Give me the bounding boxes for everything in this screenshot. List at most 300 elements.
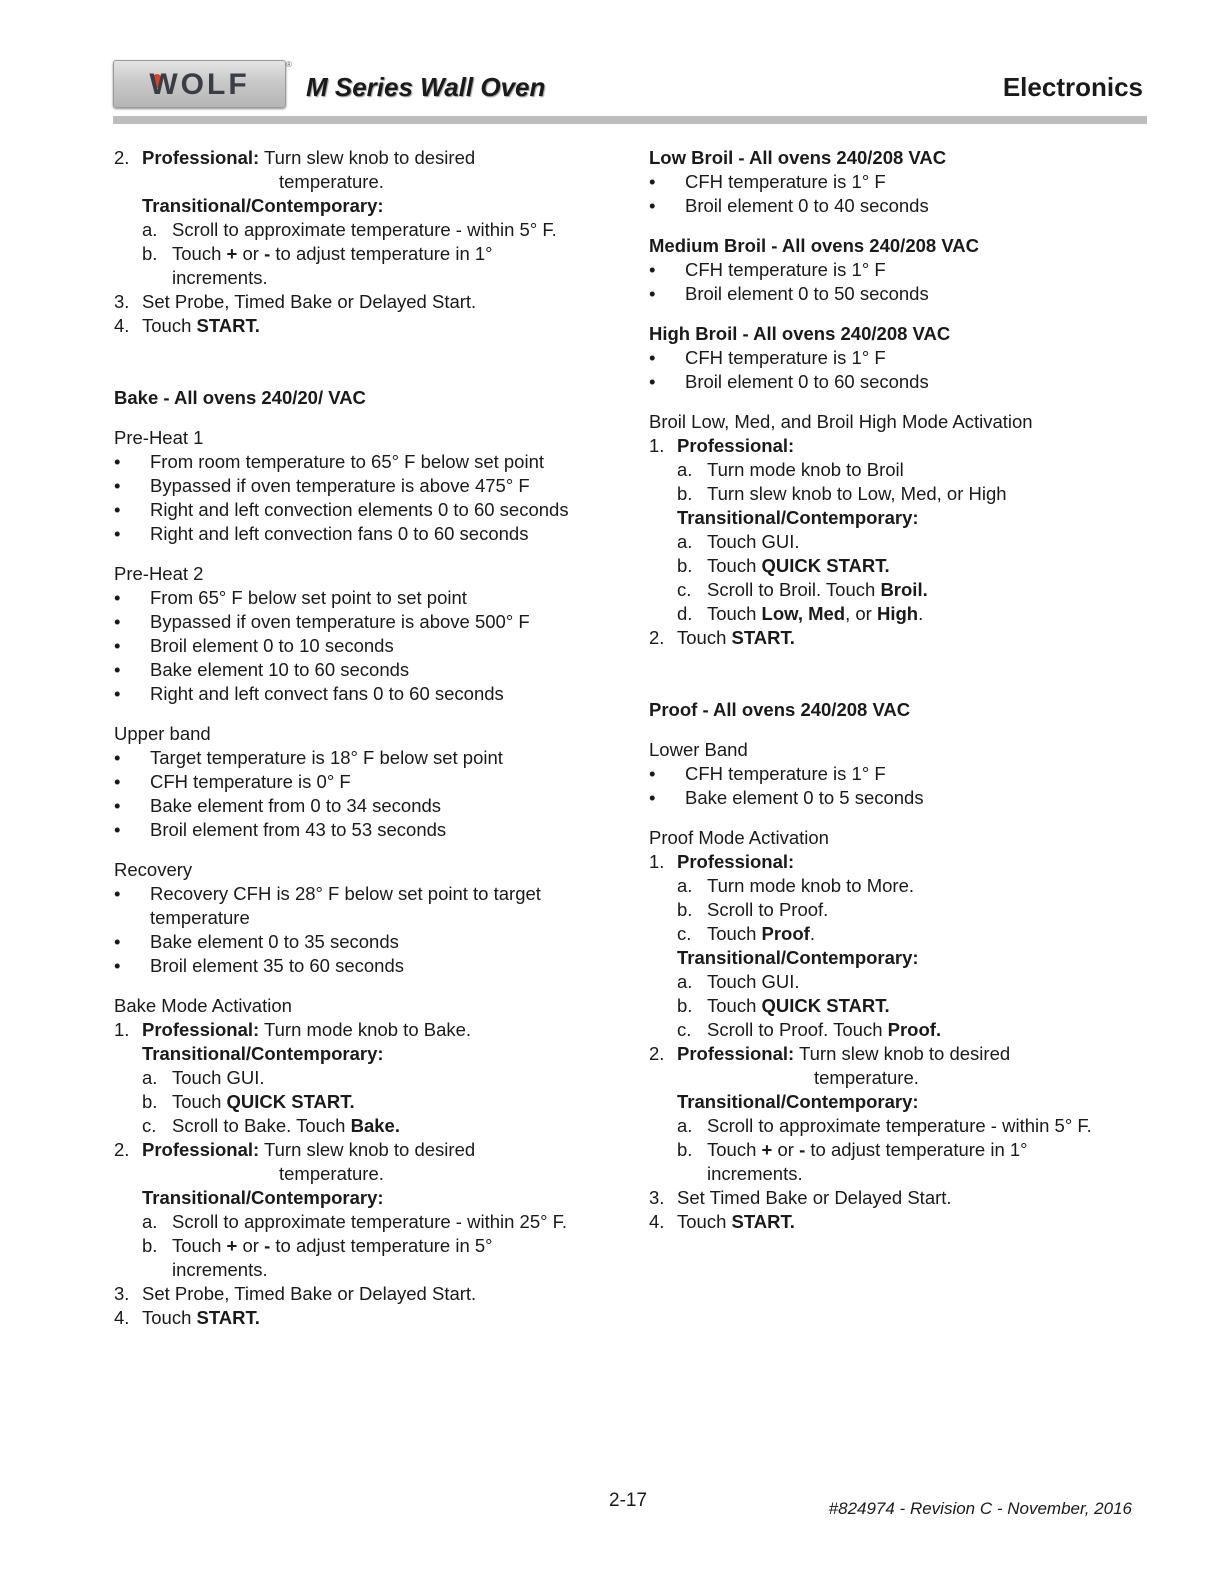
line-text (114, 1283, 476, 1304)
line-text (649, 971, 800, 992)
text-run: Target temperature is 18° F below set point (150, 747, 503, 768)
text-run: Touch GUI. (707, 971, 800, 992)
line-text (649, 787, 924, 808)
line-text (114, 147, 475, 168)
text-line (649, 506, 1169, 530)
line-text (114, 955, 404, 976)
bullet-icon: • (649, 347, 656, 368)
content-section (649, 698, 1169, 1234)
text-run: Touch (172, 1235, 227, 1256)
numbered-step (649, 434, 1169, 458)
text-run: Pre-Heat 2 (114, 563, 204, 584)
text-run: CFH temperature is 1° F (685, 259, 886, 280)
text-run: or (237, 243, 265, 264)
line-text (114, 995, 292, 1016)
list-marker: c. (677, 579, 692, 600)
bold-text: QUICK START. (226, 1091, 355, 1112)
bold-text: + (226, 243, 238, 264)
bold-text: - (264, 243, 271, 264)
registered-mark-icon: ® (286, 60, 292, 69)
text-block (649, 738, 1169, 810)
line-text (114, 931, 399, 952)
text-line (649, 946, 1169, 970)
list-marker: a. (677, 971, 693, 992)
line-text (114, 219, 557, 240)
line-text (114, 1067, 265, 1088)
bullet-item (649, 282, 1169, 306)
text-block (114, 386, 634, 410)
text-block (114, 146, 634, 338)
text-run: Pre-Heat 1 (114, 427, 204, 448)
sub-step (649, 458, 1169, 482)
line-text (649, 1019, 941, 1040)
list-marker: b. (677, 483, 693, 504)
line-text (649, 507, 919, 528)
bold-text: START. (731, 627, 795, 648)
text-block (114, 994, 634, 1330)
line-text (114, 883, 541, 904)
text-line (114, 1162, 634, 1186)
text-run: CFH temperature is 1° F (685, 171, 886, 192)
line-text (114, 267, 268, 288)
text-run: Touch GUI. (172, 1067, 265, 1088)
line-text (114, 683, 504, 704)
line-text (114, 563, 203, 584)
text-run: Touch (142, 1307, 197, 1328)
bullet-icon: • (114, 931, 121, 952)
sub-step (649, 1138, 1169, 1162)
bullet-icon: • (114, 795, 121, 816)
text-run: Low Broil - All ovens 240/208 VAC (649, 147, 947, 168)
text-run: Broil Low, Med, and Broil High Mode Activation (649, 411, 1033, 432)
line-text (114, 499, 569, 520)
text-line (114, 906, 634, 930)
line-text (649, 531, 800, 552)
content-section (649, 146, 1169, 650)
line-text (649, 371, 929, 392)
bullet-icon: • (114, 955, 121, 976)
text-run: Scroll to approximate temperature - within 5° F. (707, 1115, 1092, 1136)
line-text (649, 435, 794, 456)
text-run: Turn slew knob to Low, Med, or High (707, 483, 1007, 504)
numbered-step (114, 1282, 634, 1306)
bold-text: Transitional/Contemporary: (677, 507, 919, 528)
bullet-icon: • (114, 819, 121, 840)
list-marker: c. (677, 1019, 692, 1040)
text-run: increments. (172, 1259, 268, 1280)
text-line (114, 170, 634, 194)
text-run: Scroll to Broil. Touch (707, 579, 881, 600)
text-run: Bake Mode Activation (114, 995, 292, 1016)
text-run: Right and left convection elements 0 to 60 seconds (150, 499, 569, 520)
list-marker: 1. (649, 435, 665, 456)
bold-text: Low, Med (761, 603, 846, 624)
text-run: to adjust temperature in 5° (270, 1235, 493, 1256)
text-run: Turn slew knob to desired (259, 1139, 476, 1160)
bold-text: - (264, 1235, 271, 1256)
text-run: Touch GUI. (707, 531, 800, 552)
text-run: temperature (150, 907, 250, 928)
text-run: Touch (677, 627, 732, 648)
content-section (114, 386, 634, 1330)
line-text (114, 859, 192, 880)
numbered-step (114, 1306, 634, 1330)
bold-text: Professional: (677, 851, 795, 872)
sub-step (649, 922, 1169, 946)
line-text (114, 291, 476, 312)
sub-step (649, 1018, 1169, 1042)
text-line (114, 562, 634, 586)
text-line (649, 410, 1169, 434)
bullet-item (649, 194, 1169, 218)
document-title: M Series Wall Oven (306, 72, 546, 102)
line-text (114, 1235, 493, 1256)
list-marker: 3. (114, 1283, 130, 1304)
list-marker: d. (677, 603, 693, 624)
bullet-item (114, 586, 634, 610)
text-run: Right and left convection fans 0 to 60 seconds (150, 523, 529, 544)
bold-text: Bake. (350, 1115, 400, 1136)
text-block (114, 562, 634, 706)
text-line (114, 266, 634, 290)
text-run: Scroll to approximate temperature - within 25° F. (172, 1211, 568, 1232)
numbered-step (114, 290, 634, 314)
line-text (649, 235, 979, 256)
list-marker: 1. (114, 1019, 130, 1040)
bullet-item (114, 794, 634, 818)
section-heading (114, 386, 634, 410)
text-run: Proof Mode Activation (649, 827, 829, 848)
text-run: Touch (172, 1091, 227, 1112)
line-text (114, 659, 409, 680)
text-run: to adjust temperature in 1° (270, 243, 493, 264)
line-text (114, 1139, 475, 1160)
bold-text: Transitional/Contemporary: (677, 947, 919, 968)
right-column (649, 146, 1169, 1234)
bullet-icon: • (114, 523, 121, 544)
sub-step (114, 1234, 634, 1258)
bullet-icon: • (114, 451, 121, 472)
bullet-icon: • (114, 883, 121, 904)
bullet-item (114, 474, 634, 498)
line-text (649, 1187, 952, 1208)
text-block (114, 722, 634, 842)
text-block (649, 826, 1169, 1234)
numbered-step (649, 1210, 1169, 1234)
list-marker: 4. (649, 1211, 665, 1232)
bold-text: Professional: (142, 1019, 260, 1040)
list-marker: 1. (649, 851, 665, 872)
sub-step (114, 242, 634, 266)
bold-text: Transitional/Contemporary: (677, 1091, 919, 1112)
bold-text: Broil. (880, 579, 928, 600)
line-text (114, 387, 366, 408)
text-run: or (772, 1139, 800, 1160)
text-run: Bypassed if oven temperature is above 500° F (150, 611, 530, 632)
numbered-step (649, 626, 1169, 650)
text-run: CFH temperature is 1° F (685, 763, 886, 784)
numbered-step (114, 1018, 634, 1042)
bullet-icon: • (114, 499, 121, 520)
sub-step (114, 1210, 634, 1234)
bold-text: START. (731, 1211, 795, 1232)
chapter-title: Electronics (1002, 72, 1143, 102)
bold-text: Professional: (142, 147, 260, 168)
text-run: Broil element 35 to 60 seconds (150, 955, 405, 976)
sub-step (649, 554, 1169, 578)
line-text (114, 1163, 384, 1184)
line-text (649, 763, 886, 784)
line-text (649, 323, 950, 344)
bullet-item (649, 370, 1169, 394)
left-column (114, 146, 634, 1330)
bullet-item (114, 450, 634, 474)
line-text (649, 1115, 1092, 1136)
text-block (114, 426, 634, 546)
text-run: . (918, 603, 924, 624)
text-line (114, 858, 634, 882)
bullet-item (114, 746, 634, 770)
text-run: CFH temperature is 0° F (150, 771, 351, 792)
line-text (114, 451, 544, 472)
bullet-icon: • (649, 283, 656, 304)
bullet-icon: • (649, 763, 656, 784)
text-run: Turn slew knob to desired (259, 147, 476, 168)
bullet-icon: • (649, 171, 656, 192)
text-line (114, 194, 634, 218)
bullet-item (114, 818, 634, 842)
list-marker: 3. (649, 1187, 665, 1208)
list-marker: b. (142, 243, 158, 264)
line-text (114, 1259, 268, 1280)
text-run: Touch (707, 923, 762, 944)
bullet-icon: • (114, 475, 121, 496)
list-marker: a. (677, 459, 693, 480)
line-text (114, 635, 394, 656)
bold-text: Transitional/Contemporary: (142, 1187, 384, 1208)
text-run: Touch (677, 1211, 732, 1232)
text-run: Touch (707, 995, 762, 1016)
bullet-icon: • (649, 259, 656, 280)
text-run: increments. (707, 1163, 803, 1184)
text-run: Scroll to Bake. Touch (172, 1115, 351, 1136)
line-text (114, 195, 384, 216)
numbered-step (114, 146, 634, 170)
bold-text: START. (196, 315, 260, 336)
bullet-icon: • (114, 611, 121, 632)
bullet-item (649, 346, 1169, 370)
line-text (649, 627, 795, 648)
bullet-item (649, 170, 1169, 194)
line-text (649, 899, 828, 920)
text-run: Touch (707, 1139, 762, 1160)
numbered-step (649, 1042, 1169, 1066)
text-line (114, 994, 634, 1018)
line-text (114, 1187, 384, 1208)
line-text (649, 195, 929, 216)
list-marker: 2. (649, 627, 665, 648)
sub-step (649, 994, 1169, 1018)
bullet-item (114, 658, 634, 682)
sub-step (649, 482, 1169, 506)
line-text (649, 347, 886, 368)
list-marker: c. (142, 1115, 157, 1136)
sub-step (114, 1114, 634, 1138)
list-marker: a. (677, 875, 693, 896)
line-text (649, 1163, 803, 1184)
bold-text: Professional: (142, 1139, 260, 1160)
bold-text: - (799, 1139, 806, 1160)
text-line (114, 722, 634, 746)
header-divider (113, 116, 1147, 124)
line-text (114, 1307, 260, 1328)
line-text (114, 523, 528, 544)
list-marker: a. (677, 1115, 693, 1136)
line-text (649, 1043, 1010, 1064)
text-run: temperature. (814, 1067, 919, 1088)
list-marker: b. (677, 899, 693, 920)
bold-text: Proof (761, 923, 810, 944)
text-run: CFH temperature is 1° F (685, 347, 886, 368)
text-run: From room temperature to 65° F below set point (150, 451, 545, 472)
logo-text: WOLF (149, 68, 250, 101)
line-text (649, 827, 829, 848)
line-text (114, 315, 260, 336)
bold-text: Transitional/Contemporary: (142, 195, 384, 216)
list-marker: 3. (114, 291, 130, 312)
bold-text: Proof. (887, 1019, 942, 1040)
text-run: temperature. (279, 1163, 384, 1184)
line-text (649, 739, 748, 760)
line-text (649, 1211, 795, 1232)
line-text (649, 851, 794, 872)
line-text (114, 747, 503, 768)
line-text (114, 795, 441, 816)
text-run: Touch (707, 555, 762, 576)
text-run: Bake element 0 to 35 seconds (150, 931, 399, 952)
list-marker: a. (142, 1211, 158, 1232)
text-run: Broil element 0 to 40 seconds (685, 195, 929, 216)
text-line (649, 738, 1169, 762)
sub-step (649, 578, 1169, 602)
bullet-icon: • (649, 195, 656, 216)
text-run: Medium Broil - All ovens 240/208 VAC (649, 235, 980, 256)
text-run: Upper band (114, 723, 211, 744)
bullet-item (649, 258, 1169, 282)
list-marker: a. (142, 1067, 158, 1088)
line-text (114, 427, 203, 448)
text-run: Bake element 10 to 60 seconds (150, 659, 410, 680)
line-text (649, 483, 1007, 504)
bullet-item (114, 770, 634, 794)
text-run: Bake - All ovens 240/20/ VAC (114, 387, 366, 408)
page-number: 2-17 (609, 1490, 648, 1511)
line-text (114, 243, 493, 264)
line-text (649, 147, 946, 168)
bold-text: Professional: (677, 1043, 795, 1064)
text-run: Set Timed Bake or Delayed Start. (677, 1187, 952, 1208)
list-marker: b. (677, 555, 693, 576)
bullet-item (114, 634, 634, 658)
text-block (649, 322, 1169, 394)
list-marker: c. (677, 923, 692, 944)
bold-text: QUICK START. (761, 995, 890, 1016)
bold-text: High (876, 603, 919, 624)
line-text (649, 1139, 1028, 1160)
list-marker: 4. (114, 315, 130, 336)
bold-text: START. (196, 1307, 260, 1328)
bullet-icon: • (114, 659, 121, 680)
content-section (114, 146, 634, 338)
text-run: From 65° F below set point to set point (150, 587, 467, 608)
text-run: Broil element 0 to 10 seconds (150, 635, 394, 656)
line-text (649, 923, 815, 944)
text-line (649, 1162, 1169, 1186)
sub-step (649, 874, 1169, 898)
text-run: Turn slew knob to desired (794, 1043, 1011, 1064)
bullet-item (114, 682, 634, 706)
text-run: Set Probe, Timed Bake or Delayed Start. (142, 1283, 477, 1304)
sub-step (649, 970, 1169, 994)
bullet-icon: • (114, 683, 121, 704)
bullet-icon: • (114, 771, 121, 792)
text-run: Proof - All ovens 240/208 VAC (649, 699, 911, 720)
text-run: Broil element 0 to 50 seconds (685, 283, 929, 304)
line-text (114, 171, 384, 192)
bullet-item (114, 610, 634, 634)
list-marker: b. (142, 1091, 158, 1112)
line-text (114, 1115, 400, 1136)
bullet-item (114, 498, 634, 522)
bullet-icon: • (649, 371, 656, 392)
bold-text: Professional: (677, 435, 795, 456)
line-text (114, 587, 467, 608)
bullet-item (114, 522, 634, 546)
text-run: Bake element from 0 to 34 seconds (150, 795, 442, 816)
bullet-icon: • (114, 635, 121, 656)
text-run: Scroll to Proof. (707, 899, 829, 920)
text-line (114, 1258, 634, 1282)
sub-step (114, 1090, 634, 1114)
bold-text: + (761, 1139, 773, 1160)
sub-step (649, 530, 1169, 554)
text-run: Lower Band (649, 739, 748, 760)
sub-step (114, 1066, 634, 1090)
numbered-step (114, 314, 634, 338)
list-marker: 2. (114, 1139, 130, 1160)
section-heading (649, 322, 1169, 346)
wolf-logo (113, 60, 286, 108)
section-heading (649, 698, 1169, 722)
line-text (649, 947, 919, 968)
text-run: Scroll to Proof. Touch (707, 1019, 888, 1040)
line-text (649, 171, 886, 192)
bullet-item (649, 786, 1169, 810)
text-run: , or (845, 603, 877, 624)
list-marker: a. (677, 531, 693, 552)
text-block (649, 234, 1169, 306)
text-line (649, 826, 1169, 850)
bullet-icon: • (649, 787, 656, 808)
text-line (114, 426, 634, 450)
text-run: Turn mode knob to Broil (707, 459, 904, 480)
sub-step (649, 1114, 1169, 1138)
text-run: Bypassed if oven temperature is above 475° F (150, 475, 530, 496)
text-block (649, 146, 1169, 218)
text-run: Right and left convect fans 0 to 60 seconds (150, 683, 504, 704)
text-run: Recovery (114, 859, 193, 880)
line-text (114, 771, 351, 792)
